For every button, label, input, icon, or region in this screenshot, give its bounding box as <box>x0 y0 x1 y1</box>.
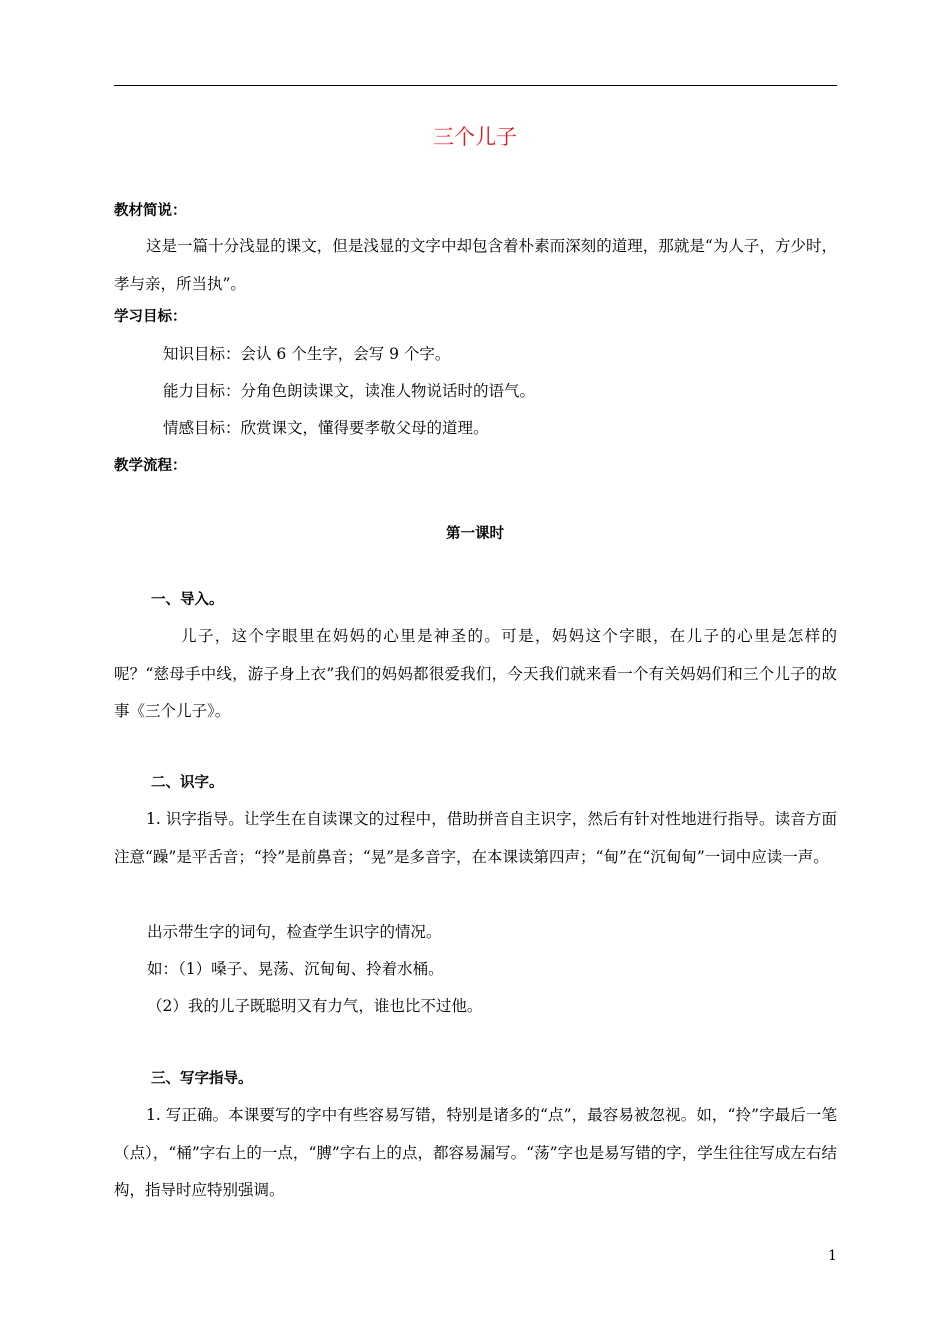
goal-emotion: 情感目标：欣赏课文，懂得要孝敬父母的道理。 <box>163 419 489 437</box>
document-title: 三个儿子 <box>433 125 517 149</box>
part2-example2: （2）我的儿子既聪明又有力气，谁也比不过他。 <box>147 997 483 1015</box>
flow-heading: 教学流程： <box>114 458 187 474</box>
part2-paragraph: 1. 识字指导。让学生在自读课文的过程中，借助拼音自主识字，然后有针对性地进行指导。读音方面注意“躁”是平舌音；“拎”是前鼻音；“晃”是多音字，在本课读第四声；“甸”在“沉甸甸”一词中应读一声。 <box>114 810 837 866</box>
intro-heading: 教材简说： <box>114 203 187 219</box>
goal-ability: 能力目标：分角色朗读课文，读准人物说话时的语气。 <box>163 382 536 400</box>
part3-heading: 三、写字指导。 <box>151 1071 253 1087</box>
part2-example1: 如：（1）嗓子、晃荡、沉甸甸、拎着水桶。 <box>147 960 444 978</box>
part2-heading: 二、识字。 <box>151 775 224 791</box>
goals-heading: 学习目标： <box>114 309 187 325</box>
part1-heading: 一、导入。 <box>151 592 224 608</box>
part3-paragraph: 1. 写正确。本课要写的字中有些容易写错，特别是诸多的“点”，最容易被忽视。如，“拎”字最后一笔（点），“桶”字右上的一点，“膊”字右上的点，都容易漏写。“荡”字也是易写错的字，学生往往写成左右结构，指导时应特别强调。 <box>114 1106 837 1199</box>
lesson-title: 第一课时 <box>446 526 504 542</box>
part2-line2: 出示带生字的词句，检查学生识字的情况。 <box>147 923 442 941</box>
goal-knowledge: 知识目标：会认 6 个生字，会写 9 个字。 <box>163 345 451 363</box>
intro-paragraph: 这是一篇十分浅显的课文，但是浅显的文字中却包含着朴素而深刻的道理，那就是“为人子，方少时，孝与亲，所当执”。 <box>114 237 837 293</box>
header-rule <box>114 85 837 86</box>
page-number: 1 <box>828 1248 837 1264</box>
part1-paragraph: 儿子，这个字眼里在妈妈的心里是神圣的。可是，妈妈这个字眼，在儿子的心里是怎样的呢？“慈母手中线，游子身上衣”我们的妈妈都很爱我们，今天我们就来看一个有关妈妈们和三个儿子的故事《三个儿子》。 <box>114 627 837 720</box>
